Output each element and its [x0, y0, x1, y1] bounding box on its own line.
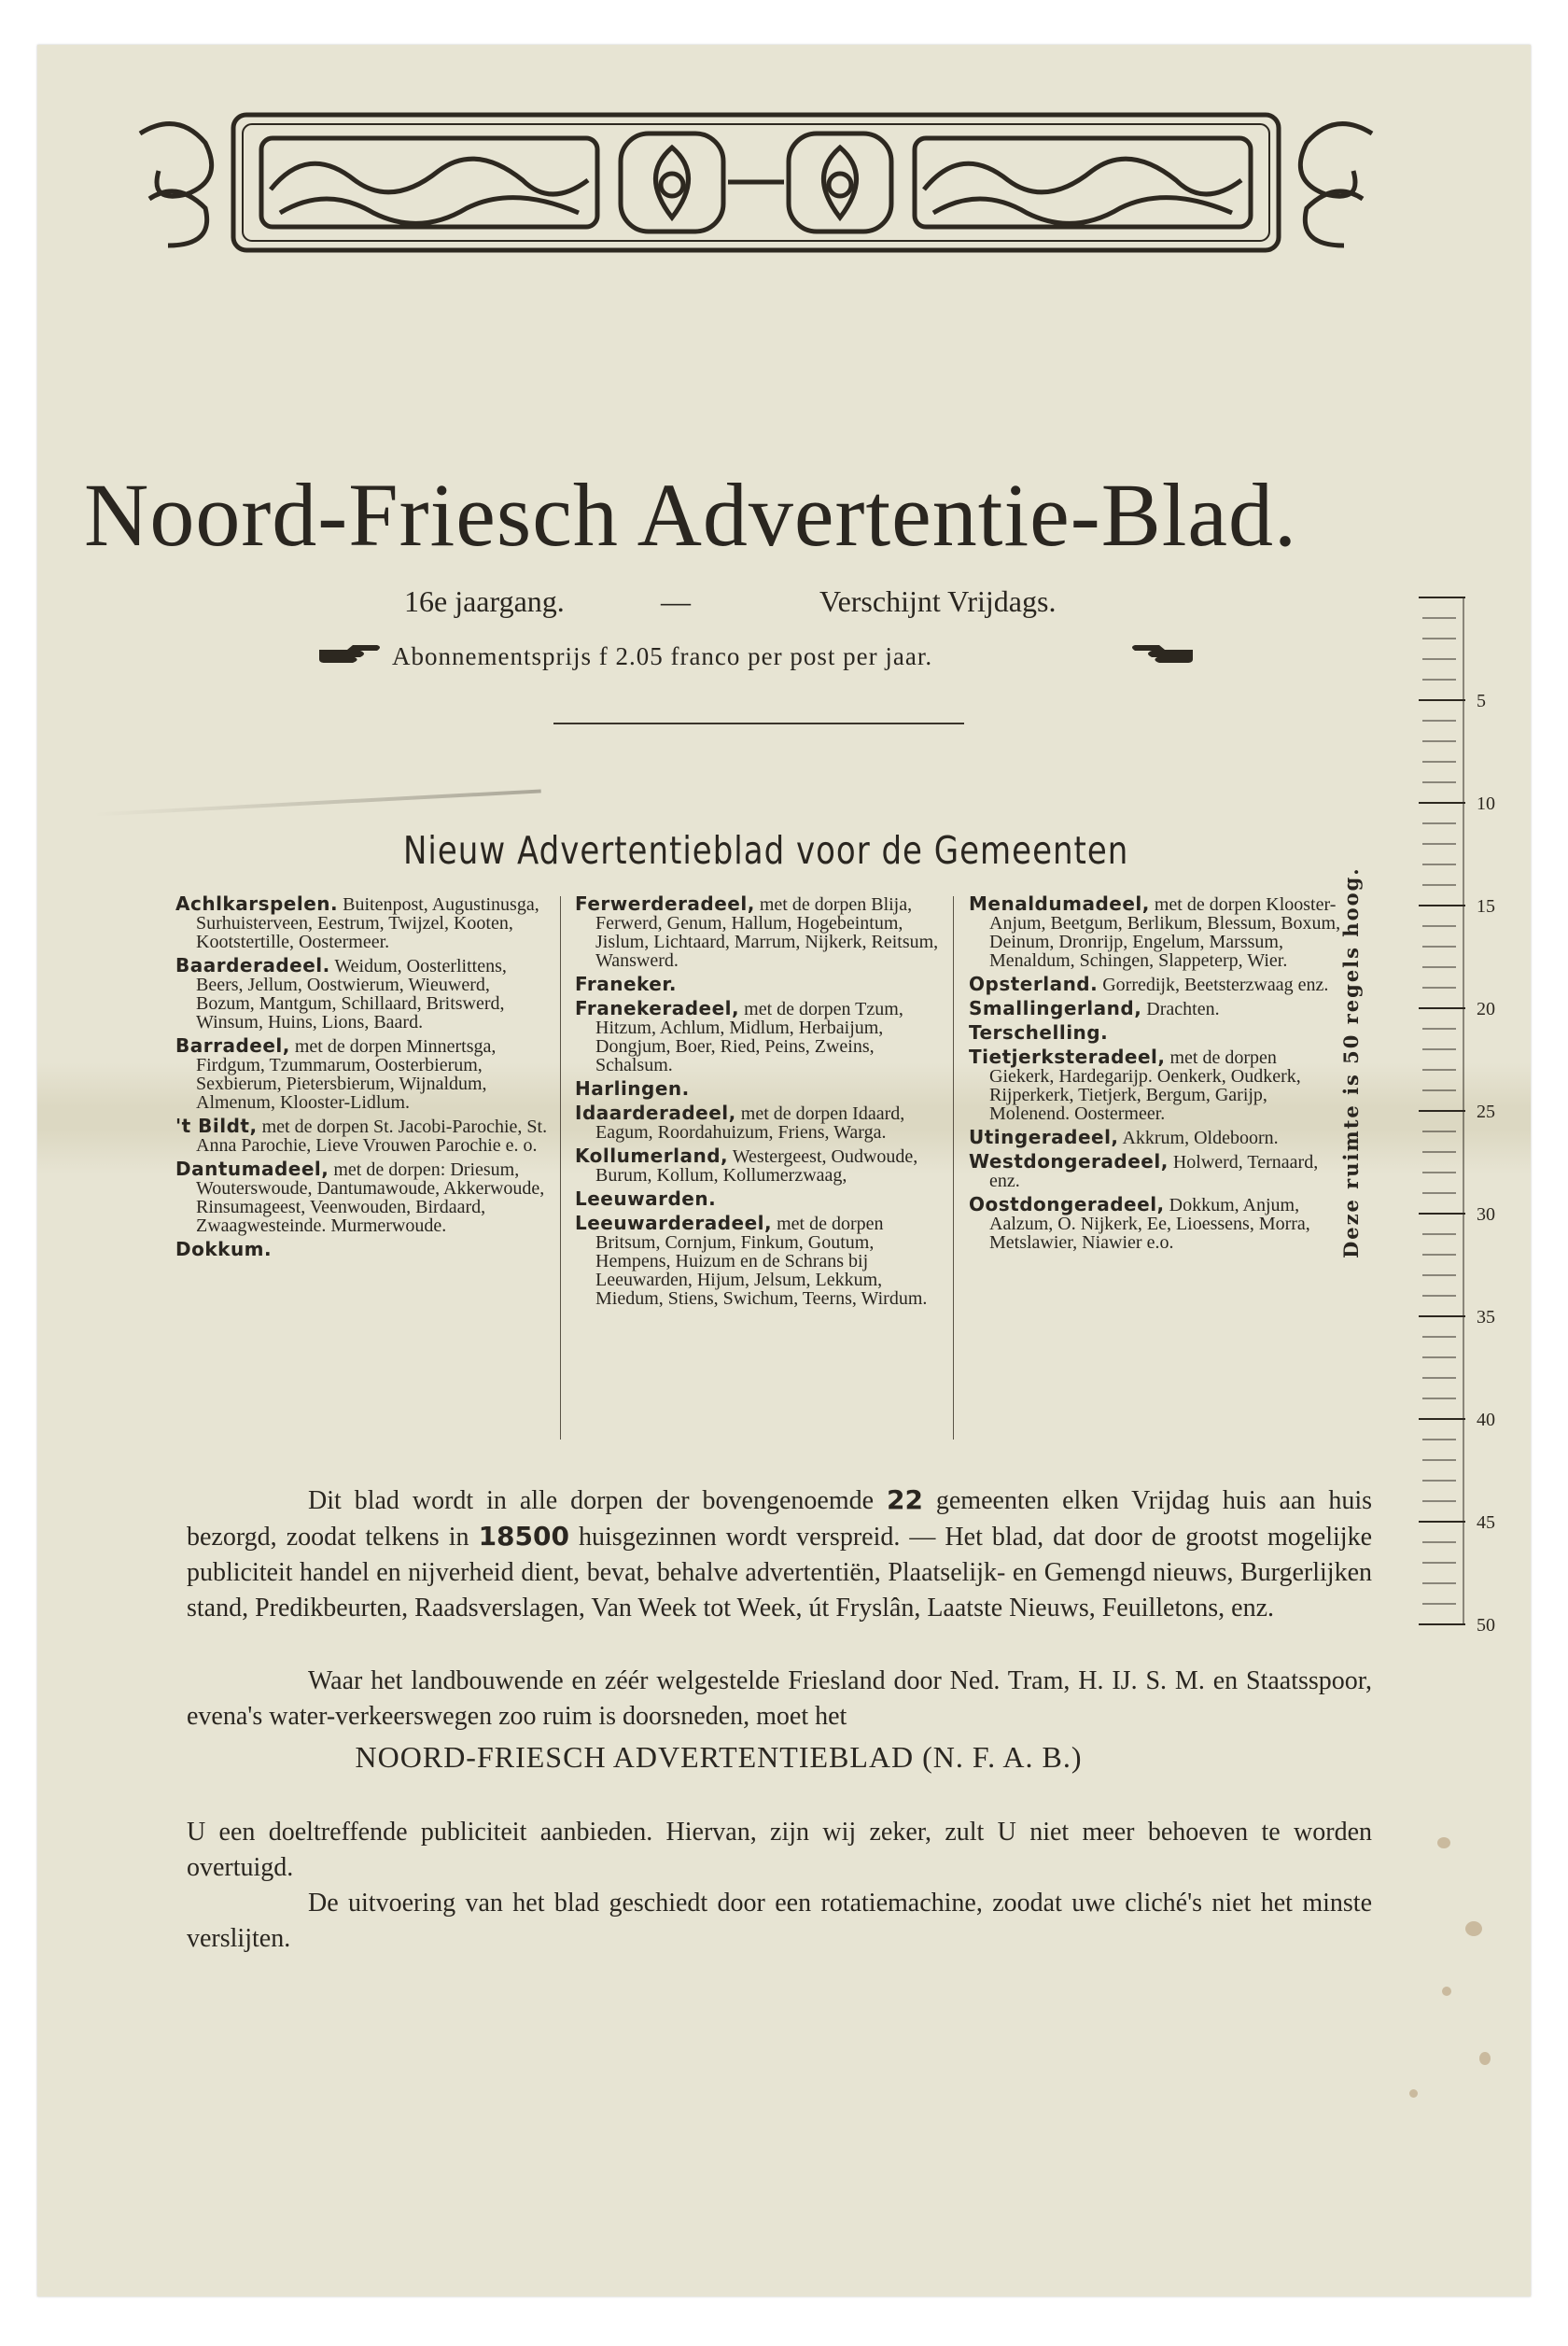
- body-text: De uitvoering van het blad geschiedt door een rotatiemachine, zoodat uwe cliché's niet het minste verslijten.: [187, 1889, 1372, 1953]
- municipality-entry: [175, 1117, 549, 1155]
- scale-label: 40: [1477, 1410, 1495, 1430]
- pointing-hand-left-icon: [1129, 642, 1195, 667]
- municipality-name: Dantumadeel,: [175, 1158, 329, 1180]
- scale-label: 10: [1477, 794, 1495, 814]
- body-paragraph-1: [187, 1482, 1372, 1626]
- municipality-name: Leeuwarderadeel,: [575, 1212, 773, 1234]
- municipality-name: Smallingerland,: [969, 997, 1142, 1019]
- municipality-column-2: [575, 894, 948, 1313]
- municipality-name: Opsterland.: [969, 973, 1099, 995]
- body-paragraph-4: [187, 1886, 1372, 1957]
- ornamental-header: [131, 105, 1381, 260]
- scale-caption: Deze ruimte is 50 regels hoog.: [1339, 866, 1363, 1258]
- body-text: huisgezinnen wordt verspreid. — Het blad, dat door de grootst mogelijke publiciteit handel en nijverheid dient, bevat, behalve advertentiën, Plaatselijk- en Gemengd nieuws, Burgerlijken stand, Predikbeurten, Raadsverslagen, Van Week tot Week, út Fryslân, Laatste Nieuws, Feuilletons, enz.: [187, 1523, 1373, 1623]
- municipality-count: 22: [886, 1484, 923, 1515]
- page-title: Noord-Friesch Advertentie-Blad.: [84, 465, 1297, 565]
- municipality-entry: [969, 1128, 1342, 1147]
- village-list: met de dorpen Idaard, Eagum, Roordahuizum, Friens, Warga.: [595, 1103, 905, 1143]
- municipality-name: Ferwerderadeel,: [575, 892, 755, 915]
- municipality-name: Oostdongeradeel,: [969, 1193, 1165, 1215]
- municipality-name: Harlingen.: [575, 1077, 690, 1100]
- municipality-name: Leeuwarden.: [575, 1187, 717, 1210]
- village-list: Gorredijk, Beetsterzwaag enz.: [1098, 975, 1329, 995]
- village-list: met de dorpen Minnertsga, Firdgum, Tzummarum, Oosterbierum, Sexbierum, Pietersbierum, Wijnaldum, Almenum, Klooster-Lidlum.: [196, 1036, 497, 1113]
- municipality-name: Menaldumadeel,: [969, 892, 1150, 915]
- village-list: Weidum, Oosterlittens, Beers, Jellum, Oostwierum, Wieuwerd, Bozum, Mantgum, Schillaard, Britswerd, Winsum, Huins, Lions, Baard.: [196, 956, 507, 1033]
- village-list: Akkrum, Oldeboorn.: [1118, 1128, 1279, 1148]
- pointing-hand-right-icon: [317, 642, 383, 667]
- municipality-entry: [575, 1189, 948, 1209]
- municipality-entry: [575, 1103, 948, 1142]
- pencil-smudge: [93, 789, 541, 816]
- scale-label: 20: [1477, 999, 1495, 1019]
- village-list: met de dorpen: Driesum, Wouterswoude, Dantumawoude, Akkerwoude, Rinsumageest, Veenwouden, Birdaard, Zwaagwesteinde. Murmerwoude.: [196, 1159, 545, 1236]
- municipality-entry: [175, 1036, 549, 1112]
- municipality-entry: [969, 975, 1342, 994]
- column-divider: [953, 896, 954, 1440]
- municipality-entry: [175, 1240, 549, 1259]
- municipality-entry: [969, 1195, 1342, 1252]
- municipality-entry: [969, 1023, 1342, 1043]
- body-text: Waar het landbouwende en zéér welgestelde Friesland door Ned. Tram, H. IJ. S. M. en Staatsspoor, evena's water-verkeerswegen zoo ruim is doorsneden, moet het: [187, 1666, 1372, 1731]
- municipality-name: Idaarderadeel,: [575, 1102, 736, 1124]
- village-list: met de dorpen Blija, Ferwerd, Genum, Hallum, Hogebeintum, Jislum, Lichtaard, Marrum, Nijkerk, Reitsum, Wanswerd.: [595, 894, 939, 971]
- scale-label: 35: [1477, 1307, 1495, 1328]
- municipality-entry: [175, 956, 549, 1032]
- municipality-entry: [175, 1159, 549, 1235]
- municipality-entry: [175, 894, 549, 951]
- municipality-name: Utingeradeel,: [969, 1126, 1119, 1148]
- municipality-entry: [575, 894, 948, 970]
- municipality-name: Kollumerland,: [575, 1145, 729, 1167]
- municipality-name: Dokkum.: [175, 1238, 273, 1260]
- municipality-entry: [575, 975, 948, 994]
- scale-label: 5: [1477, 691, 1486, 711]
- municipality-name: Terschelling.: [969, 1021, 1109, 1044]
- column-divider: [560, 896, 561, 1440]
- village-list: met de dorpen Giekerk, Hardegarijp. Oenkerk, Oudkerk, Rijperkerk, Tietjerk, Bergum, Garijp, Molenend. Oostermeer.: [989, 1047, 1301, 1124]
- municipality-name: Achlkarspelen.: [175, 892, 339, 915]
- municipality-entry: [969, 1047, 1342, 1123]
- frequency-label: Verschijnt Vrijdags.: [819, 584, 1057, 618]
- municipality-entry: [575, 999, 948, 1075]
- body-text: Dit blad wordt in alle dorpen der bovengenoemde: [308, 1486, 875, 1515]
- section-headline: Nieuw Advertentieblad voor de Gemeenten: [403, 829, 1129, 874]
- municipality-entry: [969, 894, 1342, 970]
- body-paragraph-2: [187, 1664, 1372, 1735]
- body-text: U een doeltreffende publiciteit aanbieden. Hiervan, zijn wij zeker, zult U niet meer behoeven te worden overtuigd.: [187, 1818, 1372, 1882]
- municipality-name: Franekeradeel,: [575, 997, 740, 1019]
- municipality-column-3: [969, 894, 1342, 1257]
- foxing-stain: [1442, 1987, 1451, 1996]
- municipality-entry: [575, 1214, 948, 1308]
- title-dash: —: [661, 584, 691, 618]
- scale-label: 30: [1477, 1204, 1495, 1225]
- village-list: met de dorpen Tzum, Hitzum, Achlum, Midlum, Herbaijum, Dongjum, Boer, Ried, Peins, Zweins, Schalsum.: [595, 999, 903, 1075]
- municipality-name: Franeker.: [575, 973, 677, 995]
- village-list: Dokkum, Anjum, Aalzum, O. Nijkerk, Ee, Lioessens, Morra, Metslawier, Niawier e.o.: [989, 1195, 1310, 1253]
- village-list: met de dorpen Britsum, Cornjum, Finkum, Goutum, Hempens, Huizum en de Schrans bij Leeuwarden, Hijum, Jelsum, Lekkum, Miedum, Stiens, Swichum, Teerns, Wirdum.: [595, 1214, 928, 1309]
- village-list: Buitenpost, Augustinusga, Surhuisterveen, Eestrum, Twijzel, Kooten, Kootstertille, Oostermeer.: [196, 894, 539, 952]
- village-list: met de dorpen Klooster-Anjum, Beetgum, Berlikum, Blessum, Boxum, Deinum, Dronrijp, Engelum, Marssum, Menaldum, Schingen, Slappeterp, Wier.: [989, 894, 1341, 971]
- foxing-stain: [1409, 2089, 1418, 2098]
- village-list: Holwerd, Ternaard, enz.: [989, 1152, 1319, 1191]
- scale-label: 15: [1477, 896, 1495, 917]
- body-paragraph-3: [187, 1815, 1372, 1886]
- line-scale: [1419, 569, 1512, 1690]
- village-list: Drachten.: [1141, 999, 1220, 1019]
- body-text: gemeenten elken Vrijdag huis aan huis bezorgd, zoodat telkens in: [187, 1486, 1372, 1552]
- scale-label: 45: [1477, 1512, 1495, 1533]
- municipality-entry: [969, 1152, 1342, 1190]
- municipality-column-1: [175, 894, 549, 1264]
- scale-label: 50: [1477, 1615, 1495, 1636]
- municipality-name: Westdongeradeel,: [969, 1150, 1169, 1173]
- municipality-name: Baarderadeel.: [175, 954, 330, 976]
- foxing-stain: [1437, 1837, 1450, 1848]
- municipality-entry: [575, 1146, 948, 1185]
- title-rule: [553, 723, 964, 724]
- newspaper-sheet: [37, 45, 1531, 2297]
- volume-label: 16e jaargang.: [404, 584, 565, 618]
- household-count: 18500: [478, 1521, 569, 1552]
- village-list: met de dorpen St. Jacobi-Parochie, St. Anna Parochie, Lieve Vrouwen Parochie e. o.: [196, 1117, 548, 1156]
- foxing-stain: [1465, 1921, 1482, 1936]
- municipality-name: 't Bildt,: [175, 1115, 258, 1137]
- subscription-line: Abonnementsprijs f 2.05 franco per post per jaar.: [392, 642, 933, 670]
- municipality-name: Tietjerksteradeel,: [969, 1046, 1166, 1068]
- municipality-entry: [969, 999, 1342, 1018]
- municipality-name: Barradeel,: [175, 1034, 290, 1057]
- village-list: Westergeest, Oudwoude, Burum, Kollum, Kollumerzwaag,: [595, 1146, 918, 1186]
- nfab-heading: NOORD-FRIESCH ADVERTENTIEBLAD (N. F. A. B.): [355, 1740, 1083, 1774]
- foxing-stain: [1479, 2052, 1491, 2065]
- municipality-entry: [575, 1079, 948, 1099]
- scale-label: 25: [1477, 1102, 1495, 1122]
